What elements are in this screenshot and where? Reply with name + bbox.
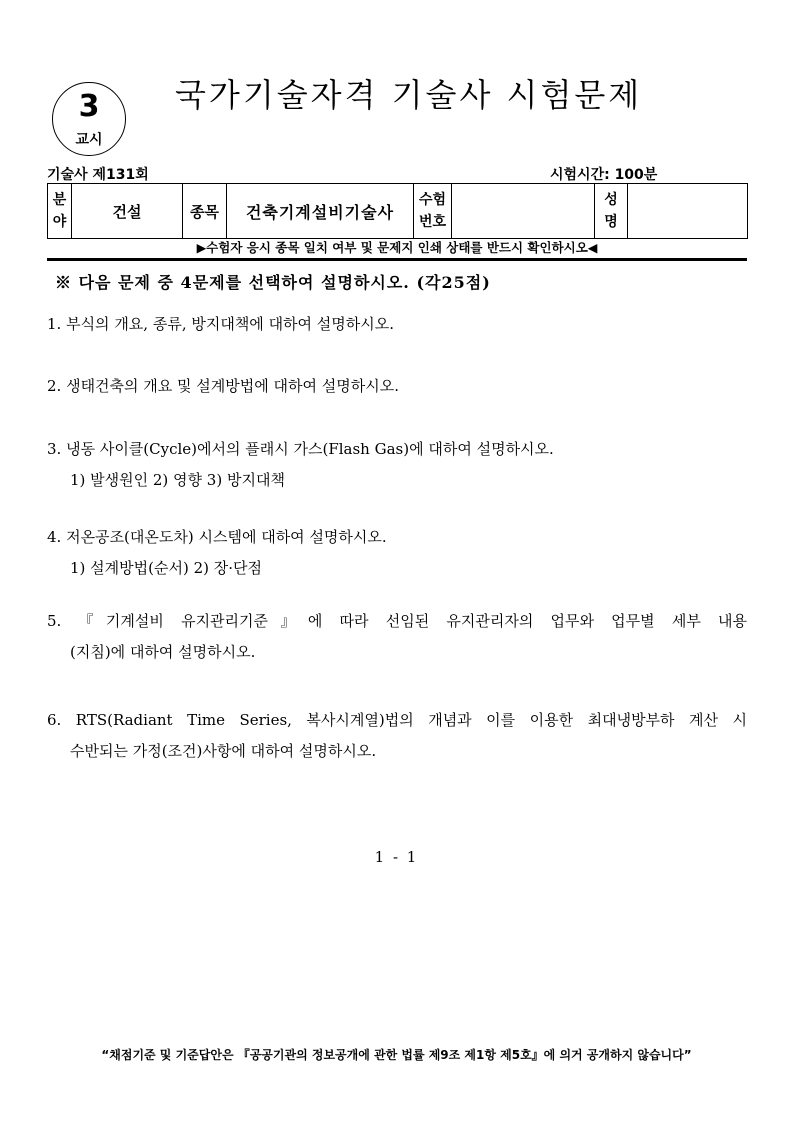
instruction: ※ 다음 문제 중 4문제를 선택하여 설명하시오. (각25점) (55, 273, 491, 292)
exam-round: 기술사 제131회 (47, 167, 149, 183)
name-label-top: 성 (604, 192, 618, 208)
question-6 (47, 705, 747, 767)
check-notice: ▶수험자 응시 종목 일치 여부 및 문제지 인쇄 상태를 반드시 확인하시오◀ (196, 240, 598, 255)
category-value: 건축기계설비기술사 (227, 184, 414, 239)
field-value: 건설 (72, 184, 183, 239)
question-text: 4. 저온공조(대온도차) 시스템에 대하여 설명하시오. (47, 528, 387, 546)
name-label-bottom: 명 (604, 214, 618, 230)
question-3 (47, 434, 747, 496)
question-subitems: 1) 설계방법(순서) 2) 장·단점 (70, 559, 262, 577)
field-label-cell (48, 184, 72, 239)
category-label: 종목 (183, 184, 227, 239)
question-text-continued: 수반되는 가정(조건)사항에 대하여 설명하시오. (70, 742, 377, 760)
name-label-cell (595, 184, 628, 239)
exam-no-label-top: 수험 (418, 192, 447, 208)
question-text: 3. 냉동 사이클(Cycle)에서의 플래시 가스(Flash Gas)에 대하여 설명하시오. (47, 440, 554, 458)
field-label-bottom: 야 (52, 214, 67, 230)
page-title: 국가기술자격 기술사 시험문제 (175, 76, 643, 114)
question-subitems: 1) 발생원인 2) 영향 3) 방지대책 (70, 471, 285, 489)
question-1 (47, 309, 747, 340)
period-label: 교시 (75, 132, 103, 148)
question-text: 5. 『기계설비 유지관리기준』에 따라 선임된 유지관리자의 업무와 업무별 세부 내용 (47, 612, 747, 630)
question-text: 2. 생태건축의 개요 및 설계방법에 대하여 설명하시오. (47, 377, 399, 395)
header-divider (47, 258, 747, 261)
exam-no-label-bottom: 번호 (418, 214, 447, 230)
exam-no-label-cell (414, 184, 452, 239)
question-text-continued: (지침)에 대하여 설명하시오. (70, 643, 256, 661)
period-number: 3 (78, 89, 100, 124)
question-text: 6. RTS(Radiant Time Series, 복사시계열)법의 개념과 이를 이용한 최대냉방부하 계산 시 (47, 711, 747, 729)
period-badge (52, 82, 126, 156)
exam-info-table (47, 183, 748, 239)
footer-disclaimer: “채점기준 및 기준답안은 『공공기관의 정보공개에 관한 법률 제9조 제1항 제5호』에 의거 공개하지 않습니다” (101, 1048, 692, 1062)
page-number: 1 - 1 (374, 848, 419, 866)
question-4 (47, 522, 747, 584)
question-5 (47, 606, 747, 668)
exam-time: 시험시간: 100분 (550, 167, 658, 183)
question-text: 1. 부식의 개요, 종류, 방지대책에 대하여 설명하시오. (47, 315, 395, 333)
field-label-top: 분 (52, 192, 67, 208)
exam-number-field[interactable] (452, 184, 595, 239)
name-field[interactable] (628, 184, 748, 239)
question-2 (47, 371, 747, 402)
